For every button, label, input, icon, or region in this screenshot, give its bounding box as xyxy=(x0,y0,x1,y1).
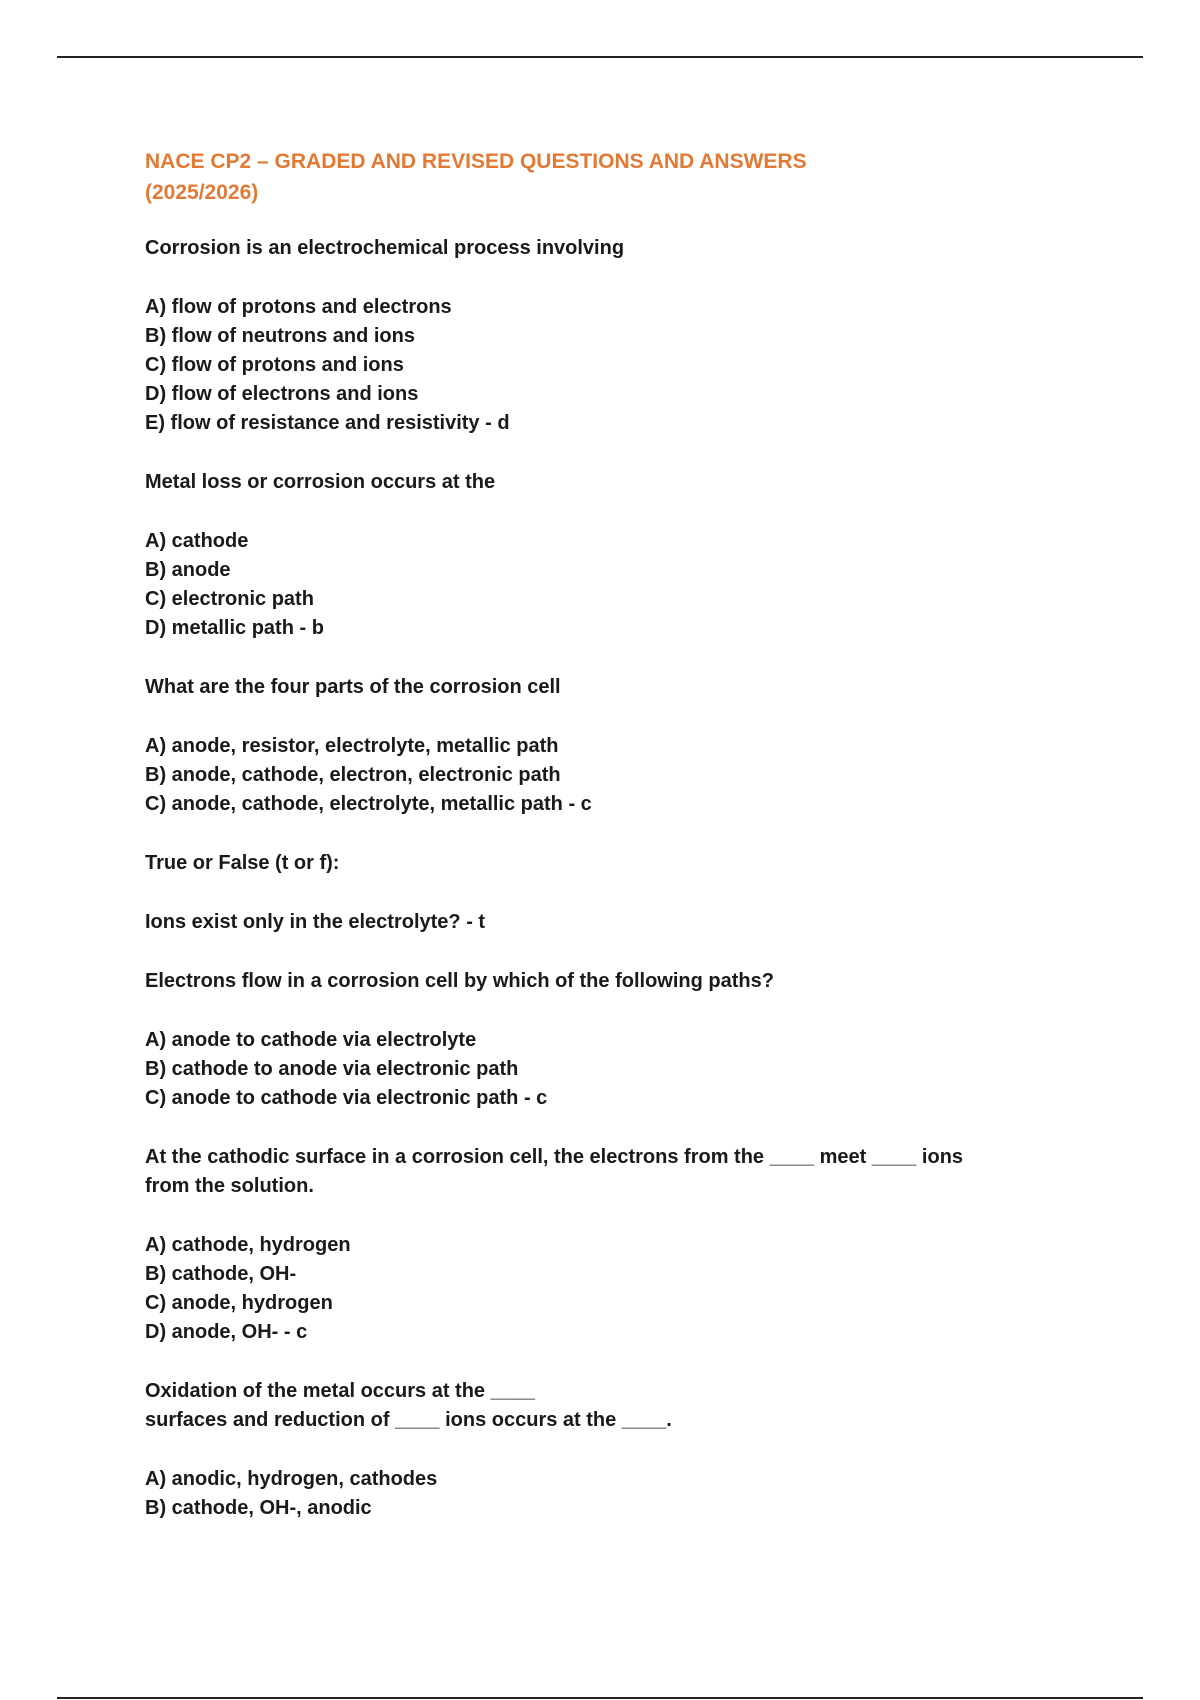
question-5: Electrons flow in a corrosion cell by which of the following paths? xyxy=(145,970,774,992)
answer-options-2: A) cathode B) anode C) electronic path D) metallic path - b xyxy=(145,530,324,639)
question-6: At the cathodic surface in a corrosion cell, the electrons from the ____ meet ____ ions from the solution. xyxy=(145,1146,964,1197)
answer-options-6: A) cathode, hydrogen B) cathode, OH- C) anode, hydrogen D) anode, OH- - c xyxy=(145,1234,351,1343)
answer-options-7: A) anodic, hydrogen, cathodes B) cathode, OH-, anodic xyxy=(145,1468,438,1519)
question-2: Metal loss or corrosion occurs at the xyxy=(145,471,496,493)
document-title: NACE CP2 – GRADED AND REVISED QUESTIONS AND ANSWERS (2025/2026) xyxy=(145,150,807,204)
answer-options-5: A) anode to cathode via electrolyte B) cathode to anode via electronic path C) anode to cathode via electronic path - c xyxy=(145,1029,548,1109)
question-3: What are the four parts of the corrosion cell xyxy=(145,676,561,698)
question-1: Corrosion is an electrochemical process involving xyxy=(145,237,625,259)
header-rule xyxy=(57,56,1143,58)
answer-options-3: A) anode, resistor, electrolyte, metallic path B) anode, cathode, electron, electronic path C) anode, cathode, electrolyte, metallic path - c xyxy=(145,735,592,815)
question-7: Oxidation of the metal occurs at the ____ surfaces and reduction of ____ ions occurs at the ____. xyxy=(145,1380,672,1431)
question-4: Ions exist only in the electrolyte? - t xyxy=(145,911,486,933)
document-body xyxy=(145,146,1045,1553)
question-4-heading: True or False (t or f): xyxy=(145,852,340,874)
answer-options-1: A) flow of protons and electrons B) flow of neutrons and ions C) flow of protons and ions D) flow of electrons and ions E) flow of resistance and resistivity - d xyxy=(145,296,510,434)
footer-rule xyxy=(57,1697,1143,1699)
